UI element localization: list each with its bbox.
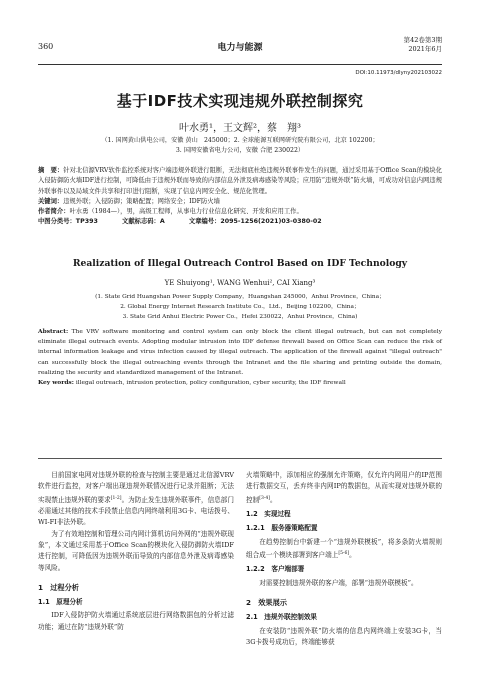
- title-english: Realization of Illegal Outreach Control Based on IDF Technology: [72, 258, 408, 269]
- volume-issue: 第42卷第3期: [403, 36, 442, 44]
- subsection-heading: 1.2 实现过程: [246, 510, 291, 519]
- authors-chinese: 叶水勇¹，王文辉²，蔡 翔³: [178, 123, 302, 134]
- affiliation-line: 3. 国网安徽省电力公司，安徽 合肥 230022）: [175, 146, 305, 154]
- publication-date: 2021年6月: [408, 45, 442, 53]
- title-chinese: 基于IDF技术实现违规外联控制探究: [116, 92, 364, 110]
- affiliation-line: （1. 国网黄山供电公司，安徽 黄山 245000；2. 全球能源互联网研究院有限公司，北京 102200；: [101, 137, 379, 144]
- volume-info: [404, 36, 442, 54]
- abstract-text: 针对北信源VRV软件监控系统对客户端违规外联进行阻断，无法彻底杜绝违规外联事件发生的问题，通过采用基于Office Scan的模块化入侵防御防火墙IDF进行控制，可降低由于违规外联而导致的内部信息外泄及病毒感染等风险；应用防“违规外联”防火墙，可成功对信息内网违规外联事件以及局域文件共享和打印进行阻断，实现了信息内网安全化、规范化管理。: [38, 167, 443, 195]
- affiliations-chinese: [48, 136, 432, 155]
- keywords-text: illegal outreach, intrusion protection, policy configuration, cyber security, the IDF firewall: [75, 380, 346, 387]
- keywords-label: 关键词：: [38, 197, 64, 205]
- abstract-label: Abstract:: [38, 328, 69, 335]
- keywords-text: 违规外联；入侵防御；策略配置；网络安全；IDF防火墙: [63, 197, 220, 205]
- affiliation-line: 3. State Grid Anhui Electric Power Co.，Hefei 230022，Anhui Province，China): [122, 314, 358, 320]
- affiliation-line: (1. State Grid Huangshan Power Supply Company，Huangshan 245000，Anhui Province，China；: [95, 294, 385, 300]
- affiliations-english: [48, 292, 432, 322]
- abstract-chinese-block: [38, 166, 442, 228]
- subsection-heading: 2.1 违规外联控制效果: [246, 613, 318, 622]
- body-paragraph: IDF入侵防护防火墙通过系统底层进行网络数据包的分析过滤功能；通过在防“违规外联”防: [38, 611, 234, 631]
- clc-number: 中图分类号：TP393: [38, 218, 98, 226]
- citation[interactable]: [5-6]: [338, 550, 350, 556]
- author-bio-label: 作者简介：: [38, 208, 70, 216]
- body-paragraph: 对需要控制违规外联的客户端，部署“违规外联模板”。: [259, 578, 418, 587]
- running-header: [38, 36, 442, 62]
- header-divider: [38, 64, 442, 65]
- abstract-english: [38, 327, 442, 378]
- body-paragraph: 为了有效地控制和管理公司内网计算机访问外网的“违规外联现象”，本文通过采用基于Office Scan的模块化入侵防御防火墙IDF进行控制，可降低因为违规外联而导致的内部信息外泄及病毒感染等风险。: [38, 529, 234, 572]
- citation[interactable]: [1-2]: [110, 495, 122, 501]
- doi[interactable]: DOI:10.11973/dlyny202103022: [355, 70, 442, 76]
- body-paragraph: 在安装防“违规外联”防火墙的信息内网终端上安装3G卡，当3G卡拨号成功后，终端能够获: [246, 626, 442, 646]
- page-number: 360: [38, 42, 54, 51]
- section-heading: 2 效果展示: [246, 598, 287, 608]
- section-heading: 1 过程分析: [38, 582, 79, 592]
- abstract-divider: [38, 458, 442, 459]
- keywords-label: Key words:: [38, 379, 74, 387]
- document-code: 文献标志码：A: [122, 218, 165, 226]
- subsection-heading: 1.1 原理分析: [38, 598, 83, 607]
- citation[interactable]: [3-4]: [259, 495, 270, 501]
- abstract-text: The VRV software monitoring and control system can only block the client illegal outreach, but can not completely eliminate illegal outreach events. Adopting modular intrusion into IDF defense firewall based on Office Scan can reduce the risk of internal information leakage and virus infection caused by illegal outreach. The application of the firewall against "illegal outreach" can successfully block the illegal outreaching events through the Intranet and the file sharing and printing outside the domain, realizing the security and standardized management of the Intranet.: [38, 329, 443, 376]
- subsubsection-heading: 1.2.2 客户端部署: [246, 565, 305, 574]
- keywords-chinese: [38, 197, 442, 207]
- abstract-chinese: [38, 166, 442, 197]
- body-paragraph: 目前国家电网对违规外联的检查与控制主要是通过北信源VRV软件进行监控，对客户端出现违规外联情况进行记录并阻断；无法实现禁止违规外联的要求[1-2]。为防止发生违规外联事件，信息部门必需通过其他的技术手段禁止信息内网终端利用3G卡、电话拨号、WI-FI非法外联。: [38, 471, 235, 527]
- article-id: 文章编号：2095-1256(2021)03-0380-02: [188, 218, 322, 226]
- abstract-english-block: [38, 327, 442, 388]
- authors-english: YE Shuiyong¹, WANG Wenhui², CAI Xiang³: [164, 279, 316, 287]
- journal-name: 电力与能源: [217, 43, 263, 53]
- subsubsection-heading: 1.2.1 服务器策略配置: [246, 524, 318, 533]
- body-column-right: [246, 470, 442, 648]
- abstract-label: 摘 要：: [38, 167, 64, 174]
- body-column-left: [38, 470, 234, 633]
- author-bio: [38, 207, 442, 217]
- body-paragraph: 在趋势控制台中新建一个“违规外联模板”，将多条防火墙规则组合成一个模块部署到客户端上[5-6]。: [246, 537, 442, 560]
- affiliation-line: 2. Global Energy Internet Research Institute Co.，Ltd.，Beijing 102200，China；: [120, 304, 360, 310]
- keywords-english: [38, 378, 442, 388]
- author-bio-text: 叶水勇（1984—），男，高级工程师，从事电力行业信息化研究、开发和应用工作。: [69, 208, 303, 216]
- classification-row: [38, 217, 442, 227]
- body-paragraph: 火墙策略中，添加相应的强制允许策略，仅允许内网用户的IP范围进行数据交互，丢弃终非内网IP的数据包，从而实现对违规外联的控制[3-4]。: [246, 471, 442, 504]
